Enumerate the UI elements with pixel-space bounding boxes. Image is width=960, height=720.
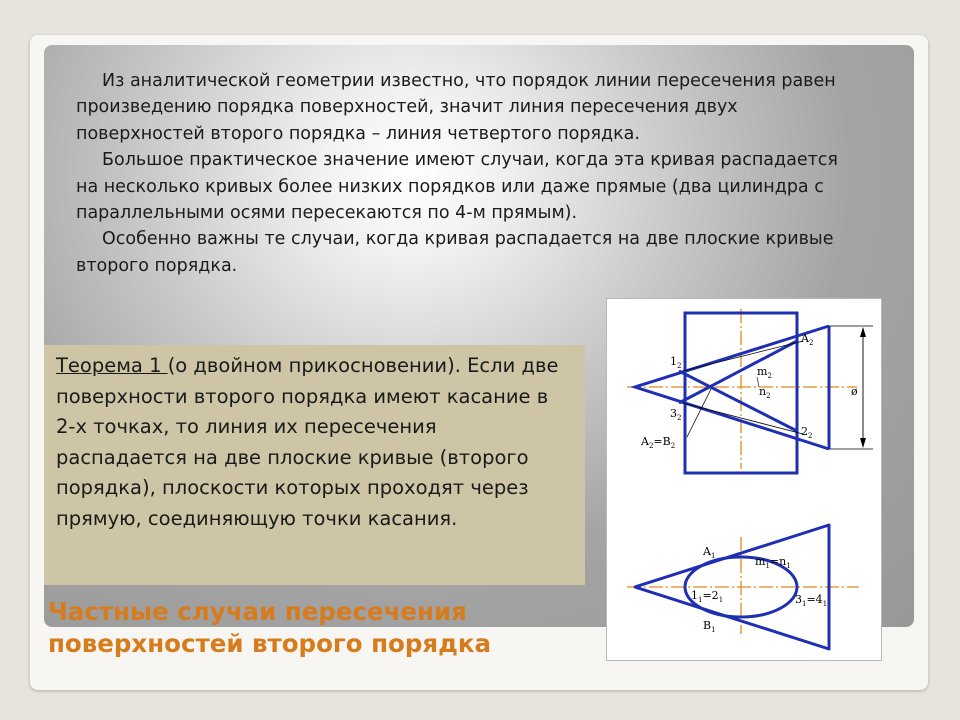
intersection-line-1 xyxy=(679,371,797,431)
label-a2-b2: $A_2=B_2$ xyxy=(641,435,676,450)
label-1-1-2-1: $1_1=2_1$ xyxy=(691,589,724,604)
intro-paragraph-3: Особенно важны те случаи, когда кривая распадается на две плоские кривые второго порядка. xyxy=(76,229,834,276)
diameter-symbol: ø xyxy=(851,385,858,398)
label-m2: $m_2$ xyxy=(757,365,772,380)
label-2-2: $2_2$ xyxy=(801,425,813,440)
geometry-figure xyxy=(606,298,882,661)
label-3-1-4-1: $3_1=4_1$ xyxy=(795,593,828,608)
dimension-arrow-bottom xyxy=(860,438,866,448)
label-a2: $A_2$ xyxy=(801,332,814,347)
theorem-body: Если две поверхности второго порядка имеют касание в 2-х точках, то линия их пересечения распадается на две плоские кривые (второго порядка), плоскости которых проходят через прямую, соединяющую точки касания. xyxy=(56,354,559,530)
intro-paragraph-1: Из аналитической геометрии известно, что порядок линии пересечения равен произведению порядка поверхностей, значит линия пересечения двух поверхностей второго порядка – линия четвертого порядка. xyxy=(76,71,836,144)
label-m1-n1: $m_1=n_1$ xyxy=(755,555,791,570)
label-n2: $n_2$ xyxy=(759,385,771,400)
theorem-box xyxy=(44,345,585,585)
theorem-subtitle: (о двойном прикосновении). xyxy=(167,354,461,377)
label-1-2: $1_2$ xyxy=(670,355,682,370)
intro-text xyxy=(76,68,856,279)
slide-title: Частные случаи пересечения поверхностей второго порядка xyxy=(48,597,492,658)
dimension-arrow-top xyxy=(860,327,866,337)
intro-paragraph-2: Большое практическое значение имеют случаи, когда эта кривая распадается на несколько кривых более низких порядков или даже прямые (два цилиндра с параллельными осями пересекаются по 4-м прямым). xyxy=(76,150,838,224)
construction-line-2 xyxy=(683,403,803,434)
intersection-line-2 xyxy=(679,341,797,403)
label-a1: $A_1$ xyxy=(703,545,716,560)
label-b1: $B_1$ xyxy=(703,619,716,634)
construction-line-1 xyxy=(683,341,803,371)
geometry-drawing xyxy=(607,299,881,660)
label-3-2: $3_2$ xyxy=(670,407,682,422)
theorem-title: Теорема 1 xyxy=(56,354,168,377)
